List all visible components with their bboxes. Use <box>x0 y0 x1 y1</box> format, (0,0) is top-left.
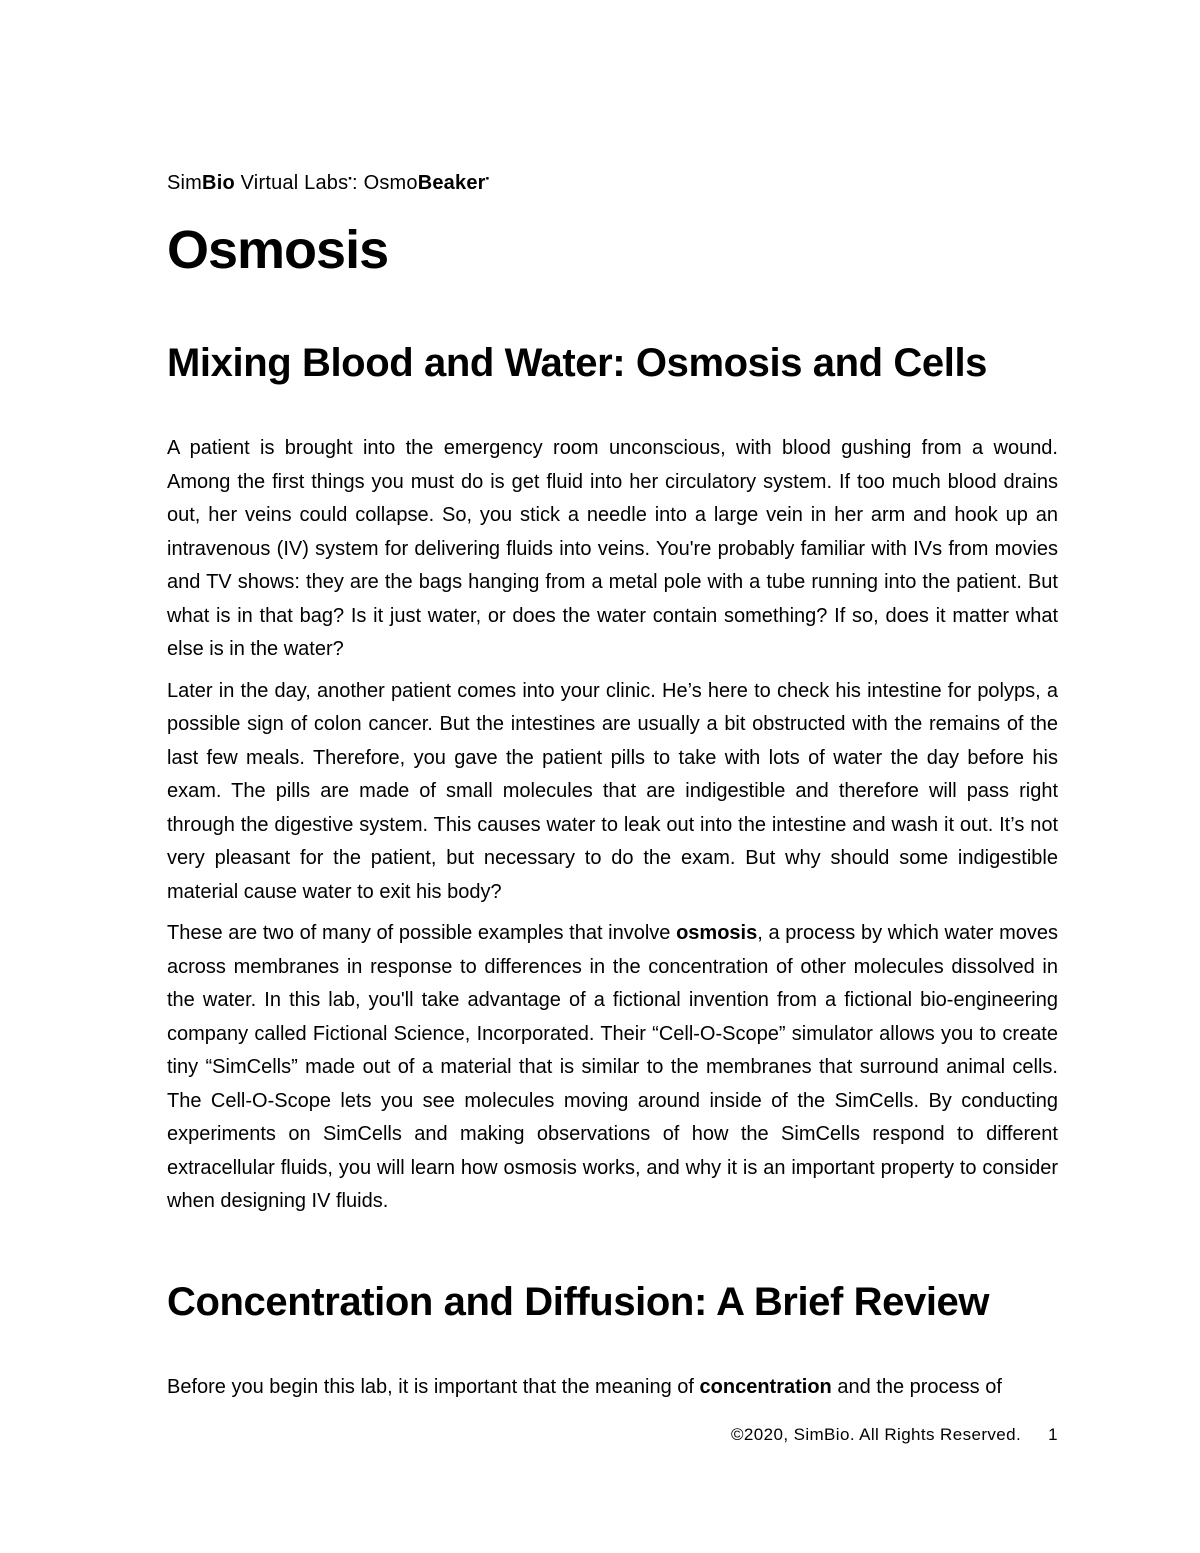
paragraph <box>167 917 1058 1219</box>
paragraph: A patient is brought into the emergency room unconscious, with blood gushing from a wound. Among the first things you must do is get fluid into her circulatory system. If too much blood drains out, her veins could collapse. So, you stick a needle into a large vein in her arm and hook up an intravenous (IV) system for delivering fluids into veins. You're probably familiar with IVs from movies and TV shows: they are the bags hanging from a metal pole with a tube running into the patient. But what is in that bag? Is it just water, or does the water contain something? If so, does it matter what else is in the water? <box>167 437 1058 660</box>
document-page <box>167 0 1058 1412</box>
section-heading: Concentration and Diffusion: A Brief Review <box>167 1279 990 1324</box>
bold-term-concentration: concentration <box>699 1375 832 1398</box>
page-footer <box>731 1424 1058 1446</box>
brand-osmo: Osmo <box>363 172 418 194</box>
section-heading: Mixing Blood and Water: Osmosis and Cells <box>167 341 988 385</box>
paragraph: Later in the day, another patient comes into your clinic. He’s here to check his intestine for polyps, a possible sign of colon cancer. But the intestines are usually a bit obstructed with the remains of the last few meals. Therefore, you gave the patient pills to take with lots of water the day before his exam. The pills are made of small molecules that are indigestible and therefore will pass right through the digestive system. This causes water to leak out into the intestine and wash it out. It’s not very pleasant for the patient, but necessary to do the exam. But why should some indigestible material cause water to exit his body? <box>167 679 1058 903</box>
trademark-icon: ▪ <box>348 173 353 185</box>
paragraph-text: and the process of <box>831 1375 1002 1398</box>
section-concentration-and-diffusion <box>167 1277 1058 1405</box>
paragraph-text: These are two of many of possible examples that involve <box>167 922 677 944</box>
page-number: 1 <box>1048 1425 1058 1444</box>
copyright-text: ©2020, SimBio. All Rights Reserved. <box>730 1425 1022 1444</box>
paragraph-text: Before you begin this lab, it is important that the meaning of <box>167 1375 700 1398</box>
trademark-icon: ▪ <box>485 173 490 185</box>
bold-term-osmosis: osmosis <box>676 922 758 944</box>
paragraph-text: , a process by which water moves across membranes in response to differences in the concentration of other molecules dissolved in the water. In this lab, you'll take advantage of a fictional invention from a fictional bio-engineering company called Fictional Science, Incorporated. Their “Cell-O-Scope” simulator allows you to create tiny “SimCells” made out of a material that is similar to the membranes that surround animal cells. The Cell-O-Scope lets you see molecules moving around inside of the SimCells. By conducting experiments on SimCells and making observations of how the SimCells respond to different extracellular fluids, you will learn how osmosis works, and why it is an important property to consider when designing IV fluids. <box>167 922 1058 1212</box>
paragraph <box>167 1371 1058 1405</box>
brand-sim: Sim <box>167 172 203 194</box>
page-title: Osmosis <box>167 220 389 280</box>
brand-bio: Bio <box>202 172 235 194</box>
brand-colon: : <box>352 172 364 194</box>
section-mixing-blood-and-water <box>167 338 1058 1219</box>
brand-line <box>167 170 1058 196</box>
brand-beaker: Beaker <box>417 172 486 194</box>
brand-virtual-labs: Virtual Labs <box>234 172 349 194</box>
